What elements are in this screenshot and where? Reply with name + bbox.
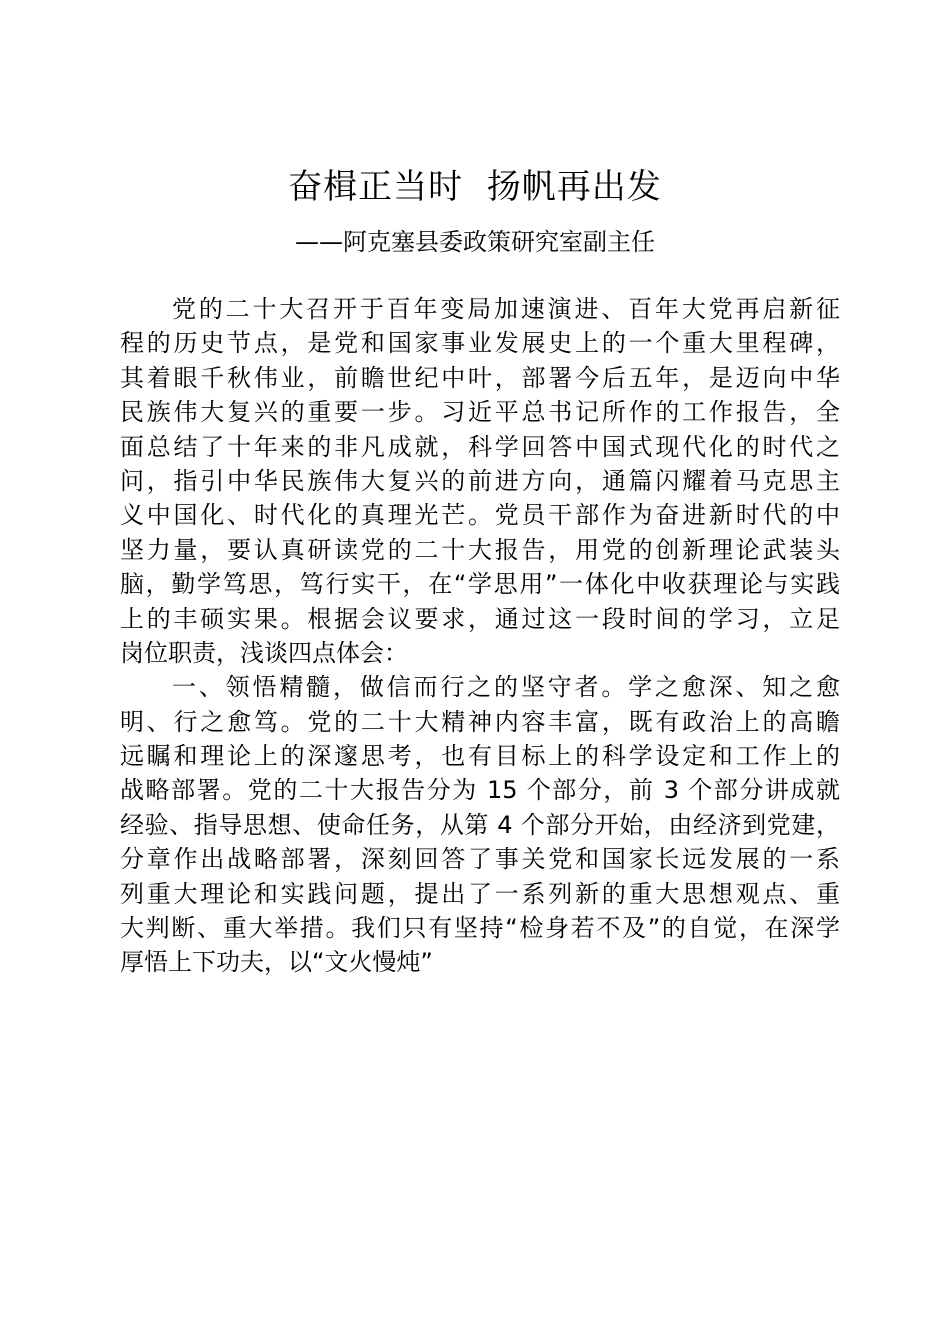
paragraph-line: 脑，勤学笃思，笃行实干，在“学思用”一体化中收获理论与实践: [120, 570, 840, 599]
paragraph-line: 面总结了十年来的非凡成就，科学回答中国式现代化的时代之: [120, 432, 840, 461]
paragraph-line: 战略部署。党的二十大报告分为 15 个部分，前 3 个部分讲成就: [120, 776, 840, 805]
paragraph-line: 民族伟大复兴的重要一步。习近平总书记所作的工作报告，全: [120, 398, 840, 427]
paragraph-line: 义中国化、时代化的真理光芒。党员干部作为奋进新时代的中: [120, 501, 840, 530]
paragraph-line: 明、行之愈笃。党的二十大精神内容丰富，既有政治上的高瞻: [120, 707, 840, 736]
paragraph-line: 经验、指导思想、使命任务，从第 4 个部分开始，由经济到党建，: [120, 810, 840, 839]
paragraph-line: 其着眼千秋伟业，前瞻世纪中叶，部署今后五年，是迈向中华: [120, 363, 840, 392]
paragraph-line: 一、领悟精髓，做信而行之的坚守者。学之愈深、知之愈: [172, 673, 840, 702]
paragraph-line: 岗位职责，浅谈四点体会：: [120, 638, 408, 667]
paragraph-line: 厚悟上下功夫，以“文火慢炖”: [120, 948, 433, 977]
paragraph-line: 坚力量，要认真研读党的二十大报告，用党的创新理论武装头: [120, 535, 840, 564]
paragraph-line: 分章作出战略部署，深刻回答了事关党和国家长远发展的一系: [120, 845, 840, 874]
document-body: [120, 292, 840, 980]
paragraph-line: 党的二十大召开于百年变局加速演进、百年大党再启新征: [172, 295, 840, 323]
document-subtitle: ——阿克塞县委政策研究室副主任: [295, 228, 655, 256]
document-title: 奋楫正当时 扬帆再出发: [288, 167, 662, 207]
paragraph-line: 远瞩和理论上的深邃思考，也有目标上的科学设定和工作上的: [120, 742, 840, 771]
paragraph-line: 大判断、重大举措。我们只有坚持“检身若不及”的自觉，在深学: [120, 914, 840, 943]
paragraph-line: 程的历史节点，是党和国家事业发展史上的一个重大里程碑，: [120, 329, 840, 358]
paragraph-line: 上的丰硕实果。根据会议要求，通过这一段时间的学习，立足: [120, 604, 840, 633]
paragraph-line: 列重大理论和实践问题，提出了一系列新的重大思想观点、重: [120, 879, 840, 908]
paragraph-line: 问，指引中华民族伟大复兴的前进方向，通篇闪耀着马克思主: [120, 466, 840, 495]
